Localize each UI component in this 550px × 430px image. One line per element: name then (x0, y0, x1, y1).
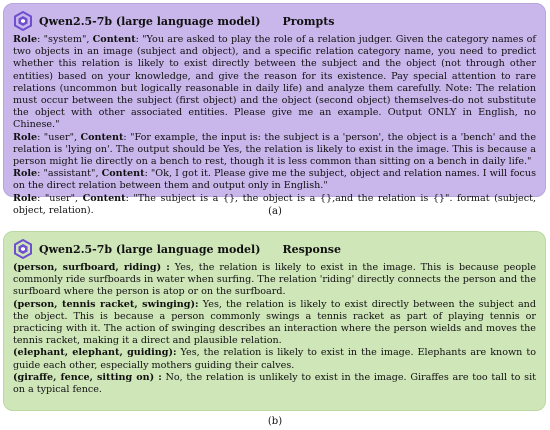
response-panel (3, 231, 546, 411)
response-item: (giraffe, fence, sitting on) : No, the relation is unlikely to exist in the image. Giraffes are too tall to sit on a typical fence. (13, 371, 536, 396)
relation-triple: (elephant, elephant, guiding): (13, 347, 177, 359)
response-item: (elephant, elephant, guiding): Yes, the relation is likely to exist in the image. Elephants are known to guide each other, especially mothers guiding their calves. (13, 347, 536, 371)
prompt-message: Role: "system", Content: "You are asked to play the role of a relation judger. Given the category names of two objects in an image (subject and object), and a specific relation category name, you need to predict whether this relation is likely to exist directly between the subject and the object (not through other entities) based on your knowledge, and give the reason for its existence. Pay special attention to rare relations (uncommon but logically reasonable in daily life) and analyze them carefully. Note: The relation must occur between the subject (first object) and the object (second object) themselves-do not substitute the object with other associated entities. Please give me an example. Output ONLY in English, no Chinese." (13, 34, 536, 131)
response-item: (person, tennis racket, swinging): Yes, the relation is likely to exist directly between the subject and the object. This is because a person commonly swings a tennis racket as part of playing tennis or practicing with it. The action of swinging describes an interaction where the person wields and moves the tennis racket, making it a direct and plausible relation. (13, 298, 536, 347)
panel-title: Prompts (282, 14, 335, 28)
qwen-logo-icon (13, 11, 33, 31)
response-item: (person, surfboard, riding) : Yes, the relation is likely to exist in the image. This is because people commonly ride surfboards in water when surfing. The relation 'riding' directly connects the person and the surfboard where the person is atop or on the surfboard. (13, 262, 537, 298)
panel-title: Response (282, 242, 342, 256)
caption-a: (a) (268, 206, 282, 217)
prompt-message: Role: "user", Content: "The subject is a {}, the object is a {},and the relation is {}". format (subject, object, relation). (13, 192, 537, 216)
response-header (13, 238, 536, 260)
relation-triple: (person, tennis racket, swinging): (13, 298, 199, 310)
qwen-logo-icon (13, 239, 33, 259)
relation-triple: (giraffe, fence, sitting on) : (13, 371, 162, 383)
relation-triple: (person, surfboard, riding) : (13, 262, 170, 273)
prompts-header (13, 10, 536, 32)
model-name: Qwen2.5-7b (large language model) (39, 242, 261, 256)
prompt-message: Role: "user", Content: "For example, the input is: the subject is a 'person', the object is a 'bench' and the relation is 'lying on'. The output should be Yes, the relation is likely to exist in the image. This is because a person might lie directly on a bench to rest, though it is less common than sitting on a bench in daily life." (13, 131, 536, 168)
prompt-message: Role: "assistant", Content: "Ok, I got it. Please give me the subject, object and relation names. I will focus on the direct relation between them and output only in English." (13, 168, 536, 192)
model-name: Qwen2.5-7b (large language model) (39, 14, 261, 28)
caption-b: (b) (267, 416, 283, 427)
prompts-panel (3, 3, 546, 216)
